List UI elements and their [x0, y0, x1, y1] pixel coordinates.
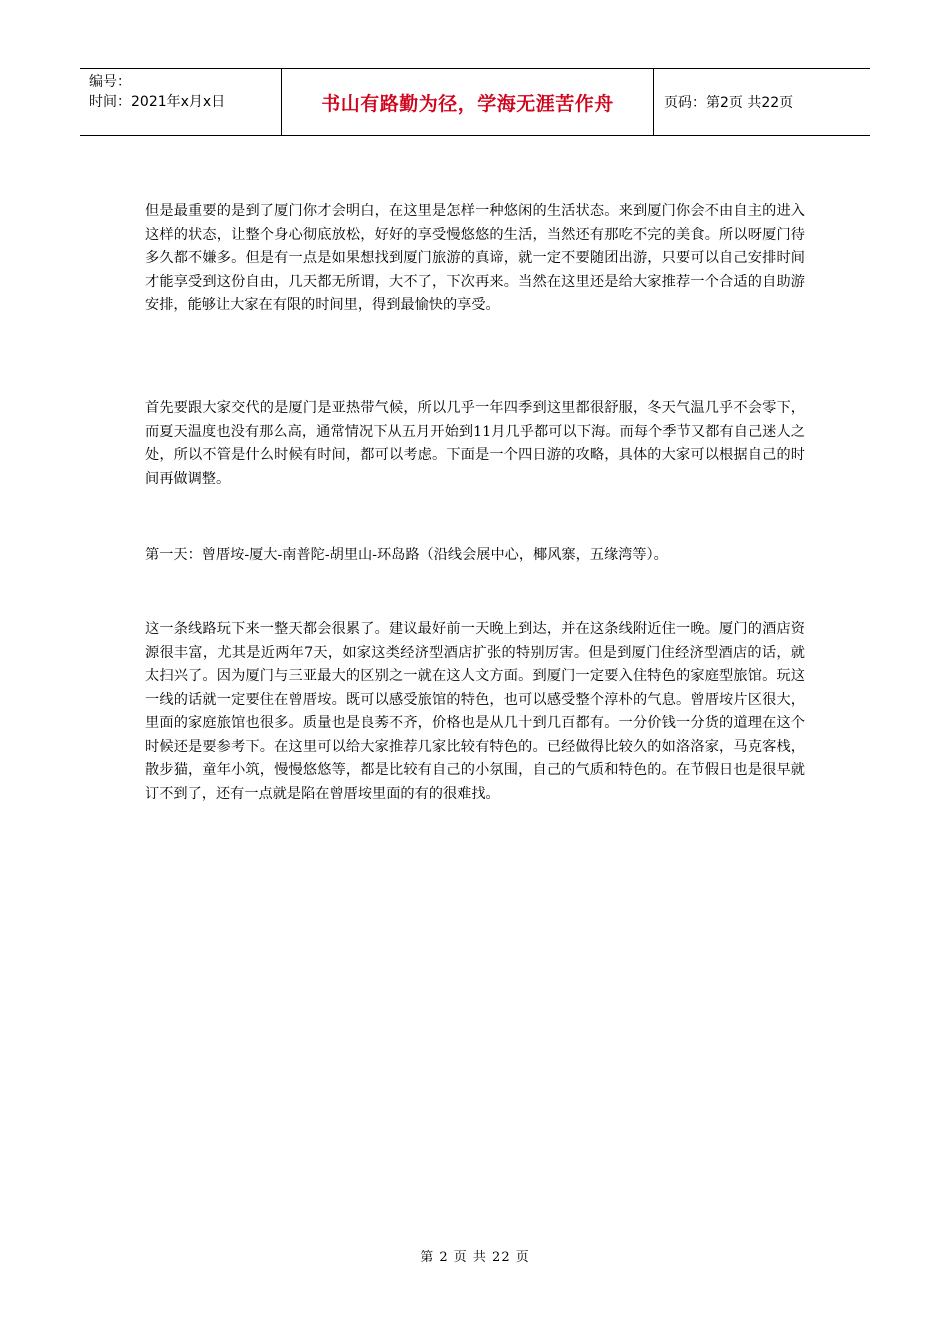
paragraph: 但是最重要的是到了厦门你才会明白，在这里是怎样一种悠闲的生活状态。来到厦门你会不由自主的进入这样的状态，让整个身心彻底放松，好好的享受慢悠悠的生活，当然还有那吃不完的美食。所以呀厦门待多久都不嫌多。但是有一点是如果想找到厦门旅游的真谛，就一定不要随团出游，只要可以自己安排时间才能享受到这份自由，几天都无所谓，大不了，下次再来。当然在这里还是给大家推荐一个合适的自助游安排，能够让大家在有限的时间里，得到最愉快的享受。	[145, 203, 805, 313]
page-header	[80, 68, 870, 136]
header-motto: 书山有路勤为径，学海无涯苦作舟	[282, 69, 654, 135]
document-number-label: 编号：	[89, 74, 131, 90]
paragraph: 这一条线路玩下来一整天都会很累了。建议最好前一天晚上到达，并在这条线附近住一晚。厦门的酒店资源很丰富，尤其是近两年7天，如家这类经济型酒店扩张的特别厉害。但是到厦门住经济型酒店的话，就太扫兴了。因为厦门与三亚最大的区别之一就在这人文方面。到厦门一定要入住特色的家庭型旅馆。玩这一线的话就一定要住在曾厝垵。既可以感受旅馆的特色，也可以感受整个淳朴的气息。曾厝垵片区很大，里面的家庭旅馆也很多。质量也是良莠不齐，价格也是从几十到几百都有。一分价钱一分货的道理在这个时候还是要参考下。在这里可以给大家推荐几家比较有特色的。已经做得比较久的如洛洛家，马克客栈，散步猫，童年小筑，慢慢悠悠等，都是比较有自己的小氛围，自己的气质和特色的。在节假日也是很早就订不到了，还有一点就是陷在曾厝垵里面的有的很难找。	[145, 621, 805, 802]
header-meta	[80, 69, 282, 135]
paragraph: 首先要跟大家交代的是厦门是亚热带气候，所以几乎一年四季到这里都很舒服，冬天气温几乎不会零下，而夏天温度也没有那么高，通常情况下从五月开始到11月几乎都可以下海。而每个季节又都有自己迷人之处，所以不管是什么时候有时间，都可以考虑。下面是一个四日游的攻略，具体的大家可以根据自己的时间再做调整。	[145, 400, 805, 487]
document-time-label: 时间：2021年x月x日	[89, 94, 226, 110]
page-footer: 第 2 页 共 22 页	[420, 1250, 530, 1265]
paragraph: 第一天：曾厝垵-厦大-南普陀-胡里山-环岛路（沿线会展中心，椰风寨，五缘湾等）。	[145, 547, 668, 563]
header-page-label: 页码：第2页 共22页	[664, 95, 794, 111]
